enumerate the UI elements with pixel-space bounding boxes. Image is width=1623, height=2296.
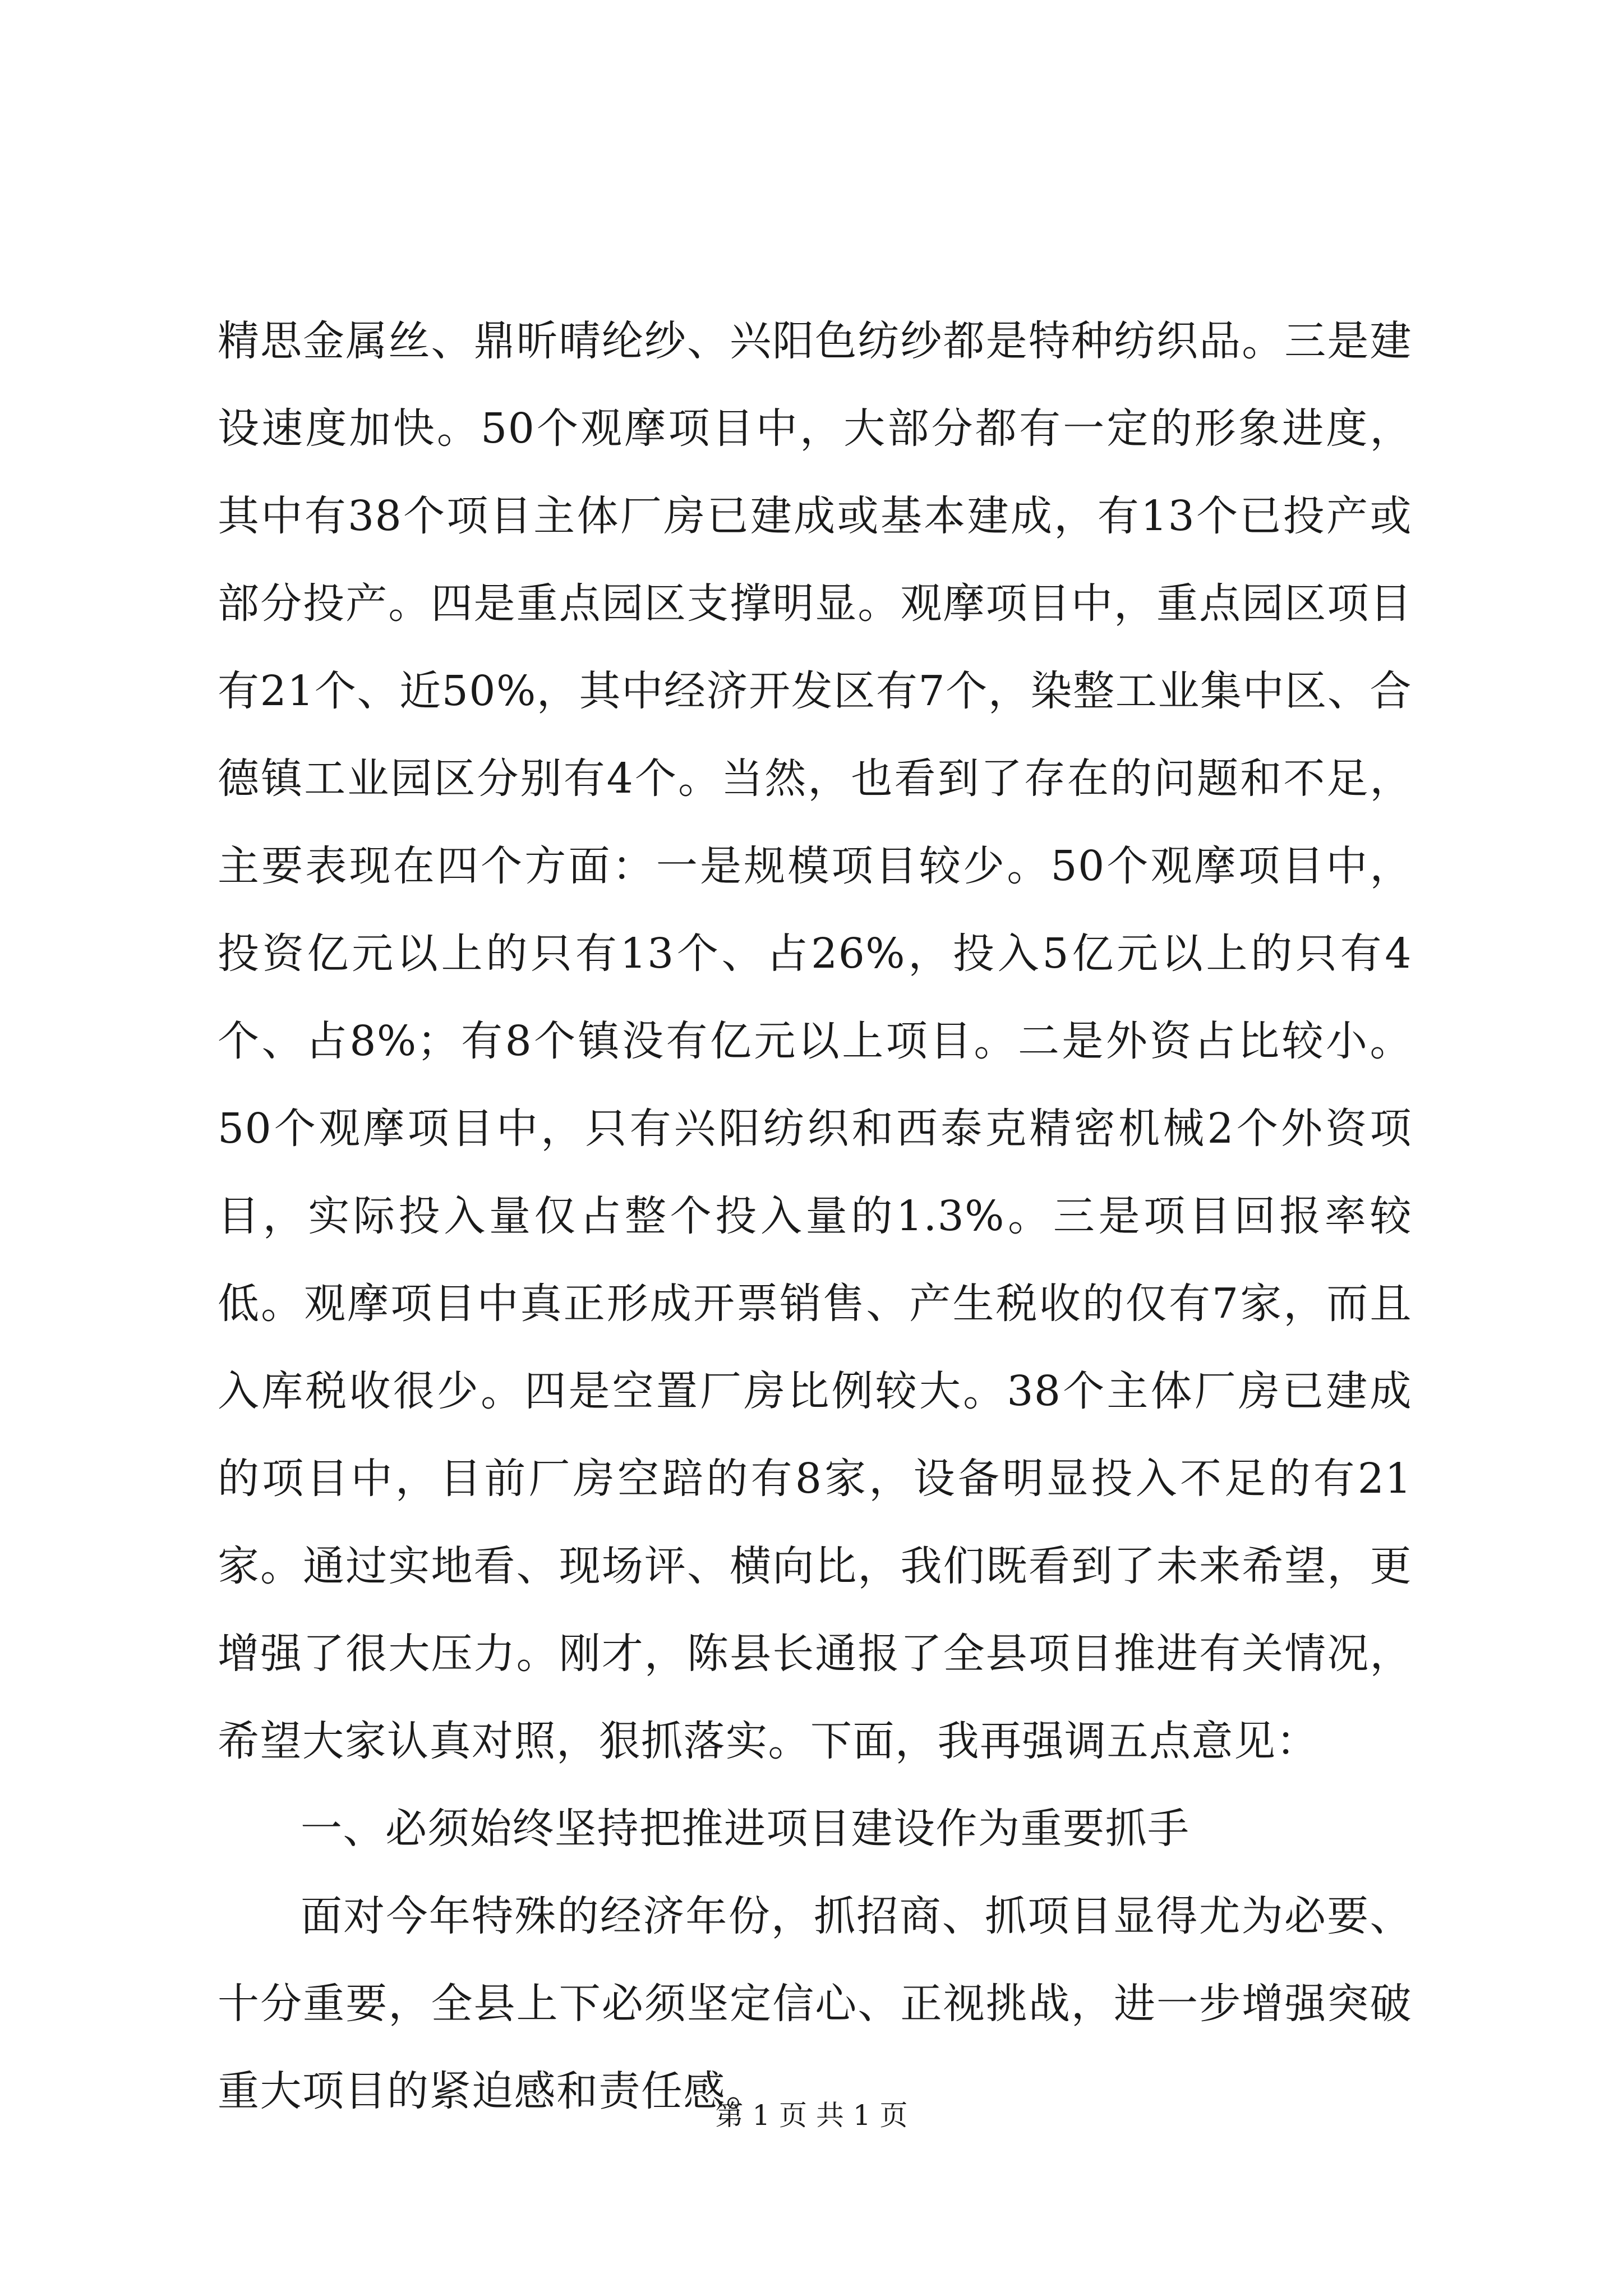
page-footer: 第 1 页 共 1 页 [715, 2099, 908, 2132]
document-body [218, 297, 1412, 2135]
body-paragraph: 面对今年特殊的经济年份，抓招商、抓项目显得尤为必要、十分重要，全县上下必须坚定信心、正视挑战，进一步增强突破重大项目的紧迫感和责任感。 [218, 1892, 1412, 2115]
section-heading: 一、必须始终坚持把推进项目建设作为重要抓手 [301, 1805, 1190, 1853]
body-paragraph: 精思金属丝、鼎昕晴纶纱、兴阳色纺纱都是特种纺织品。三是建设速度加快。50个观摩项目中，大部分都有一定的形象进度，其中有38个项目主体厂房已建成或基本建成，有13个已投产或部分投产。四是重点园区支撑明显。观摩项目中，重点园区项目有21个、近50%，其中经济开发区有7个，染整工业集中区、合德镇工业园区分别有4个。当然，也看到了存在的问题和不足，主要表现在四个方面：一是规模项目较少。50个观摩项目中，投资亿元以上的只有13个、占26%，投入5亿元以上的只有4个、占8%；有8个镇没有亿元以上项目。二是外资占比较小。50个观摩项目中，只有兴阳纺织和西泰克精密机械2个外资项目，实际投入量仅占整个投入量的1.3%。三是项目回报率较低。观摩项目中真正形成开票销售、产生税收的仅有7家，而且入库税收很少。四是空置厂房比例较大。38个主体厂房已建成的项目中，目前厂房空踣的有8家，设备明显投入不足的有21家。通过实地看、现场评、横向比，我们既看到了未来希望，更增强了很大压力。刚才，陈县长通报了全县项目推进有关情况，希望大家认真对照，狠抓落实。下面，我再强调五点意见： [218, 317, 1412, 1765]
